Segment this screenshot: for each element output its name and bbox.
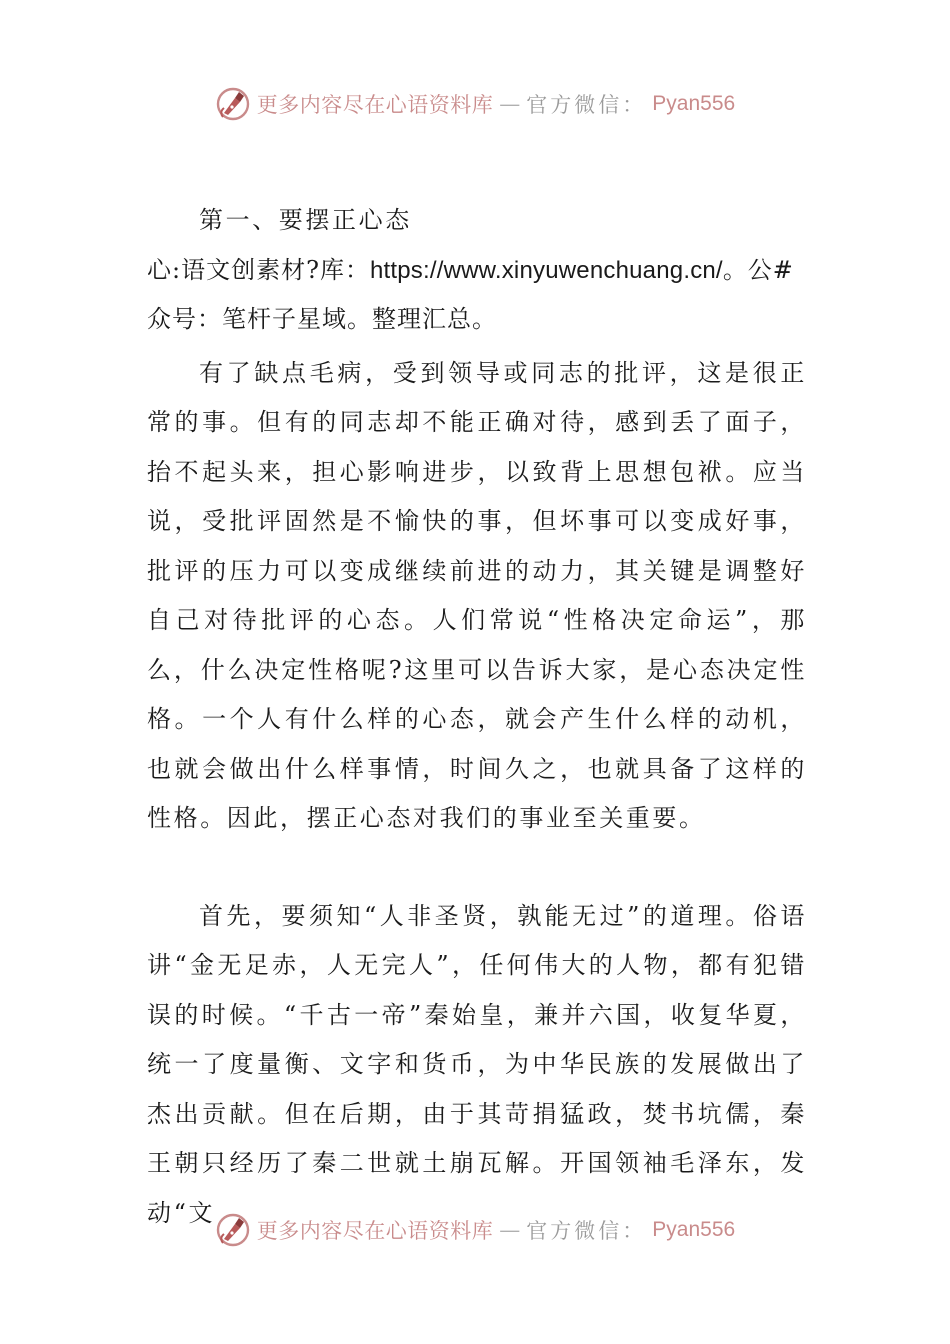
section-heading: 第一、要摆正心态	[199, 206, 412, 234]
paragraph-2: 首先，要须知“人非圣贤，孰能无过”的道理。俗语讲“金无足赤，人无完人”，任何伟大的人物，都有犯错误的时候。“千古一帝”秦始皇，兼并六国，收复华夏，统一了度量衡、文字和货币，为中华民族的发展做出了杰出贡献。但在后期，由于其苛捐猛政，焚书坑儒，秦王朝只经历了秦二世就土崩瓦解。开国领袖毛泽东，发动“文	[147, 901, 807, 1227]
banner-wechat-id: Pyan556	[652, 92, 736, 115]
paragraph-1: 有了缺点毛病，受到领导或同志的批评，这是很正常的事。但有的同志却不能正确对待，感到丢了面子，抬不起头来，担心影响进步，以致背上思想包袱。应当说，受批评固然是不愉快的事，但坏事可以变成好事，批评的压力可以变成继续前进的动力，其关键是调整好自己对待批评的心态。人们常说“性格决定命运”，那么，什么决定性格呢?这里可以告诉大家，是心态决定性格。一个人有什么样的心态，就会产生什么样的动机，也就会做出什么样事情，时间久之，也就具备了这样的性格。因此，摆正心态对我们的事业至关重要。	[147, 358, 807, 832]
source-url-link[interactable]: https://www.xinyuwenchuang.cn/	[369, 256, 723, 284]
source-line-2: 众号：笔杆子星域。整理汇总。	[147, 305, 497, 333]
source-line	[147, 246, 807, 296]
banner-separator: —	[499, 1218, 521, 1242]
pen-nib-circle-icon	[215, 1212, 251, 1248]
banner-wechat-id: Pyan556	[652, 1218, 736, 1241]
pen-nib-circle-icon	[215, 86, 251, 122]
banner-wechat-label: 官方微信：	[526, 1219, 647, 1243]
source-prefix: 心:语文创素材?库：	[147, 255, 370, 284]
source-suffix: 。公#	[722, 255, 794, 284]
banner-text: 更多内容尽在心语资料库	[256, 93, 494, 117]
banner-separator: —	[499, 92, 521, 116]
banner-text: 更多内容尽在心语资料库	[256, 1219, 494, 1243]
banner-wechat-label: 官方微信：	[526, 93, 647, 117]
footer-banner	[0, 1208, 950, 1252]
header-banner	[0, 82, 950, 126]
document-body	[147, 196, 807, 1238]
